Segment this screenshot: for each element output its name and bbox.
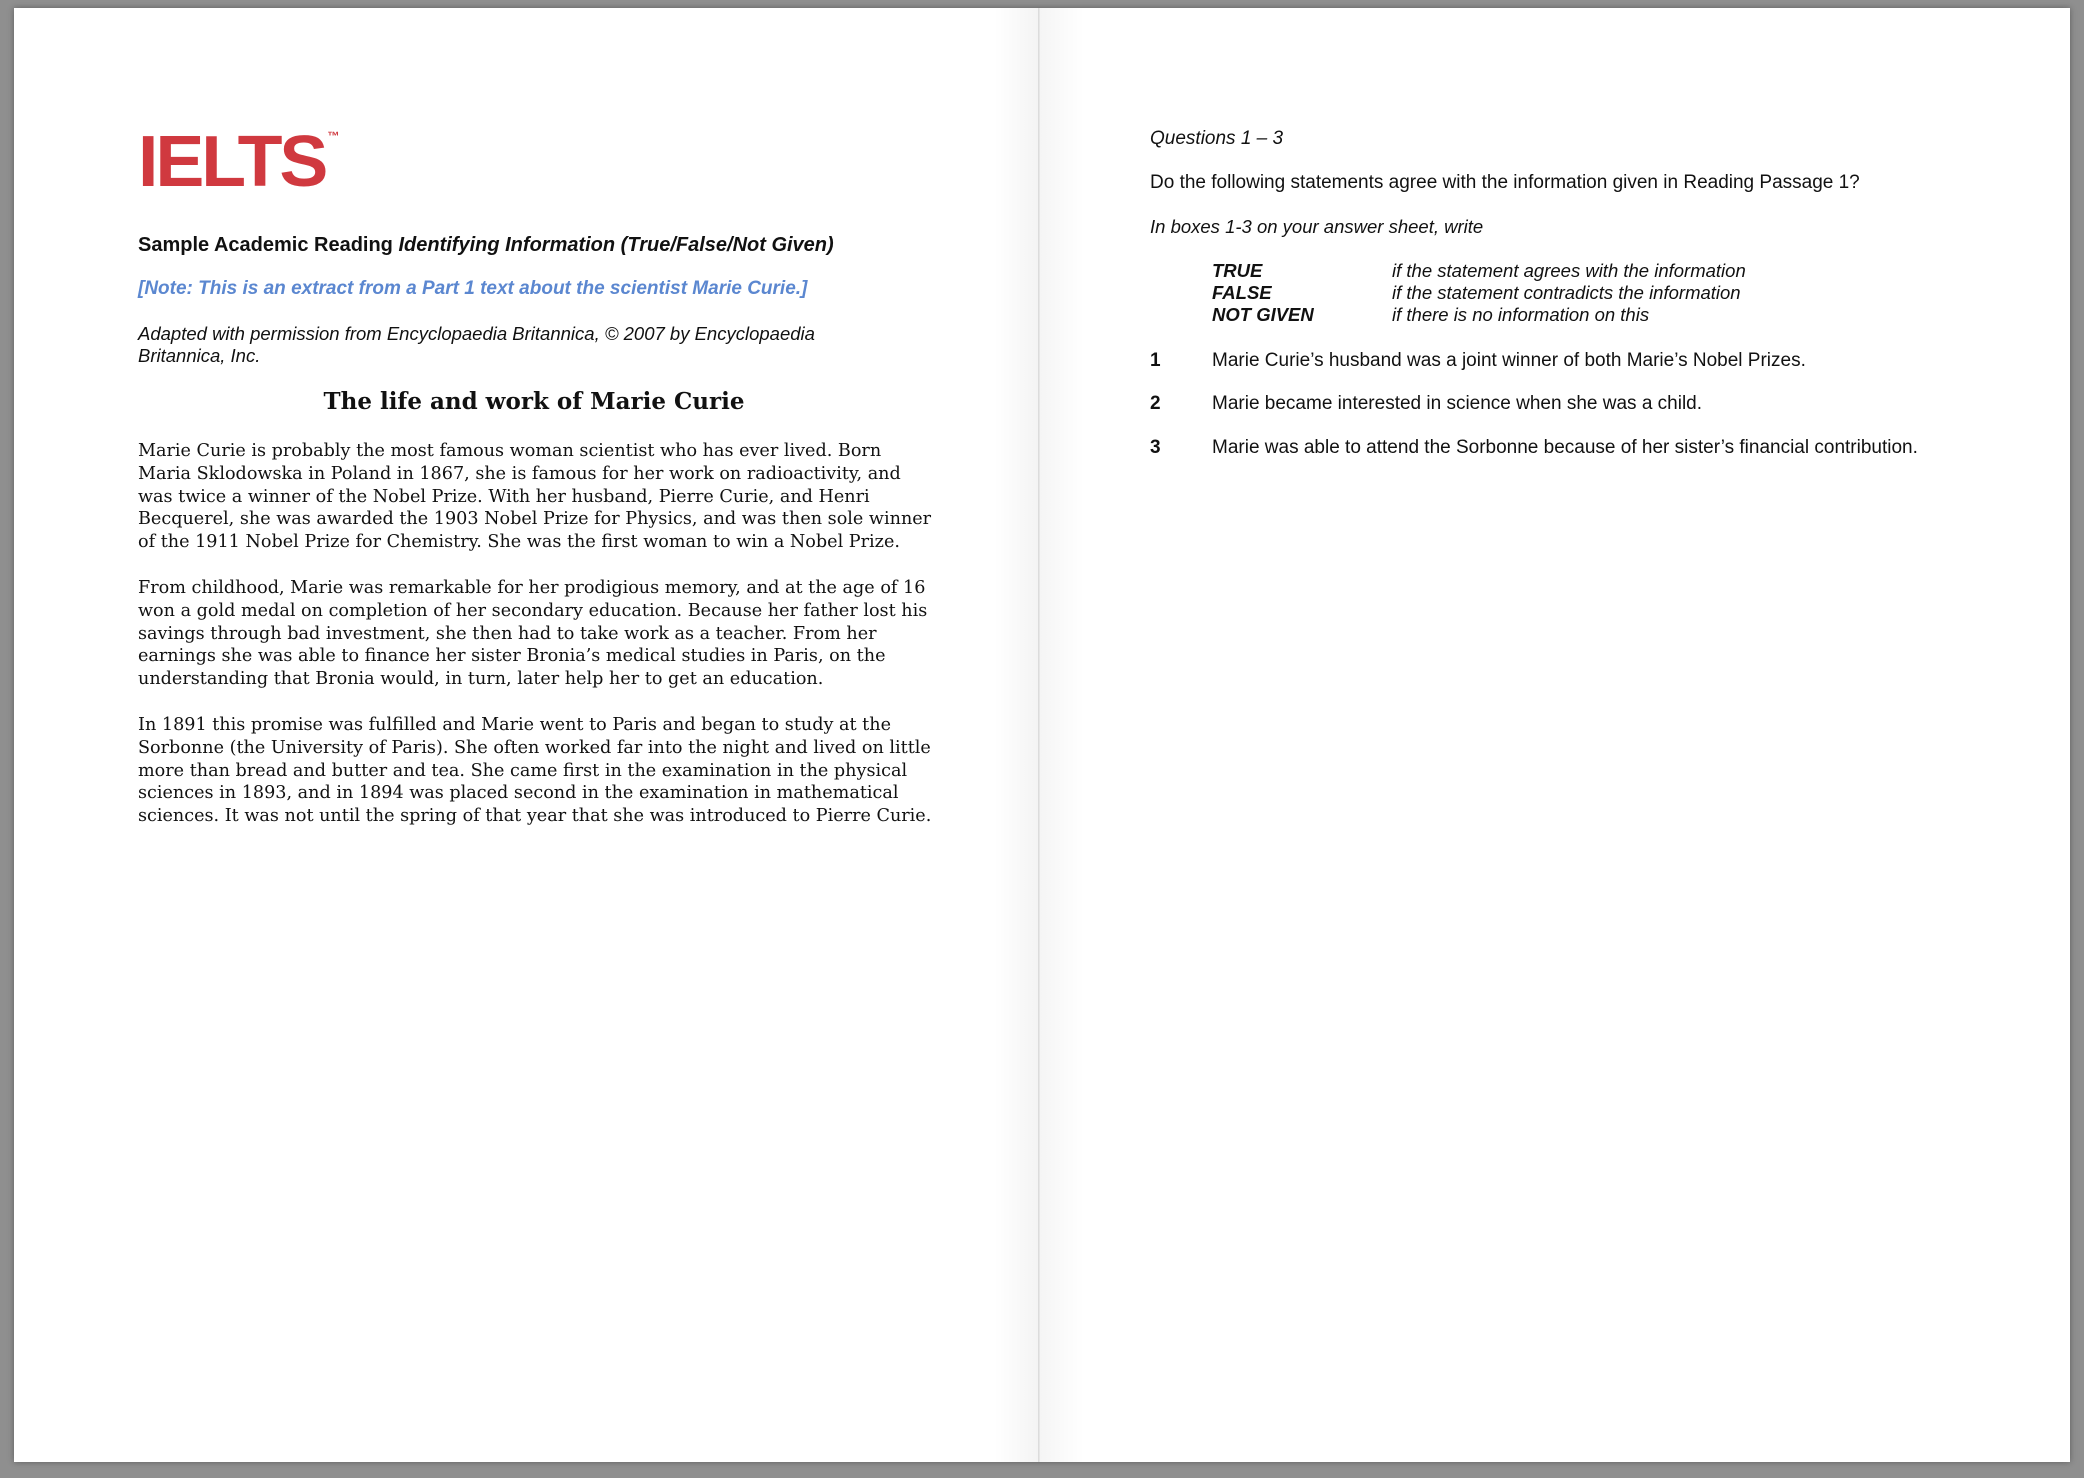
paragraph-line: earnings she was able to finance her sister Bronia’s medical studies in Paris, on the	[138, 646, 886, 667]
question-text: Marie was able to attend the Sorbonne because of her sister’s financial contribution.	[1212, 437, 1918, 458]
key-definition: if there is no information on this	[1392, 304, 1650, 325]
logo-text: IELTS	[138, 122, 326, 202]
questions-range: Questions 1 – 3	[1150, 128, 1284, 149]
paragraph-line: sciences. It was not until the spring of that year that she was introduced to Pierre Curie.	[138, 806, 932, 827]
key-definition: if the statement contradicts the information	[1392, 282, 1741, 303]
paragraph-line: From childhood, Marie was remarkable for her prodigious memory, and at the age of 16	[138, 578, 926, 598]
paragraph-line: Maria Sklodowska in Poland in 1867, she is famous for her work on radioactivity, and	[138, 463, 901, 484]
trademark-mark: ™	[327, 129, 340, 143]
key-definition: if the statement agrees with the information	[1392, 260, 1746, 281]
copyright-credit	[138, 323, 878, 367]
left-page	[14, 8, 1038, 1462]
document-spread	[14, 8, 2070, 1462]
paragraph-2	[138, 577, 928, 691]
paragraph-line: understanding that Bronia would, in turn, later help her to get an education.	[138, 669, 824, 690]
heading-italic: Identifying Information (True/False/Not Given)	[398, 234, 834, 256]
paragraph-line: Sorbonne (the University of Paris). She often worked far into the night and lived on little	[138, 737, 931, 758]
heading-plain: Sample Academic Reading	[138, 234, 399, 256]
question-number: 3	[1150, 437, 1161, 458]
key-term: NOT GIVEN	[1212, 304, 1314, 325]
answer-instruction: In boxes 1-3 on your answer sheet, write	[1150, 216, 1484, 237]
paragraph-line: of the 1911 Nobel Prize for Chemistry. She was the first woman to win a Nobel Prize.	[138, 532, 900, 553]
paragraph-3	[138, 714, 932, 828]
paragraph-line: Marie Curie is probably the most famous woman scientist who has ever lived. Born	[138, 441, 882, 461]
gutter-shadow-right	[1040, 8, 1084, 1462]
paragraph-line: sciences in 1893, and in 1894 was placed second in the examination in mathematical	[138, 783, 899, 804]
paragraph-line: won a gold medal on completion of her secondary education. Because her father lost his	[138, 600, 928, 621]
extract-note: [Note: This is an extract from a Part 1 text about the scientist Marie Curie.]	[138, 278, 808, 299]
paragraph-1	[138, 440, 932, 554]
instruction-text: Do the following statements agree with the information given in Reading Passage 1?	[1150, 172, 1860, 193]
credit-line: Britannica, Inc.	[138, 345, 261, 366]
question-number: 1	[1150, 350, 1161, 371]
credit-line: Adapted with permission from Encyclopaedia Britannica, © 2007 by Encyclopaedia	[138, 323, 815, 344]
paragraph-line: Becquerel, she was awarded the 1903 Nobel Prize for Physics, and was then sole winner	[138, 509, 932, 530]
question-text: Marie became interested in science when she was a child.	[1212, 393, 1703, 414]
key-term: FALSE	[1212, 282, 1272, 303]
gutter-shadow-left	[994, 8, 1038, 1462]
paragraph-line: more than bread and butter and tea. She came first in the examination in the physical	[138, 760, 908, 781]
paragraph-line: was twice a winner of the Nobel Prize. With her husband, Pierre Curie, and Henri	[138, 486, 870, 507]
question-number: 2	[1150, 393, 1161, 414]
paragraph-line: In 1891 this promise was fulfilled and Marie went to Paris and began to study at the	[138, 715, 892, 735]
key-term: TRUE	[1212, 260, 1263, 281]
ielts-logo	[138, 122, 340, 202]
section-heading	[138, 234, 998, 257]
question-text: Marie Curie’s husband was a joint winner of both Marie’s Nobel Prizes.	[1212, 350, 1806, 371]
passage-title: The life and work of Marie Curie	[323, 388, 745, 415]
paragraph-line: savings through bad investment, she then had to take work as a teacher. From her	[138, 623, 877, 644]
